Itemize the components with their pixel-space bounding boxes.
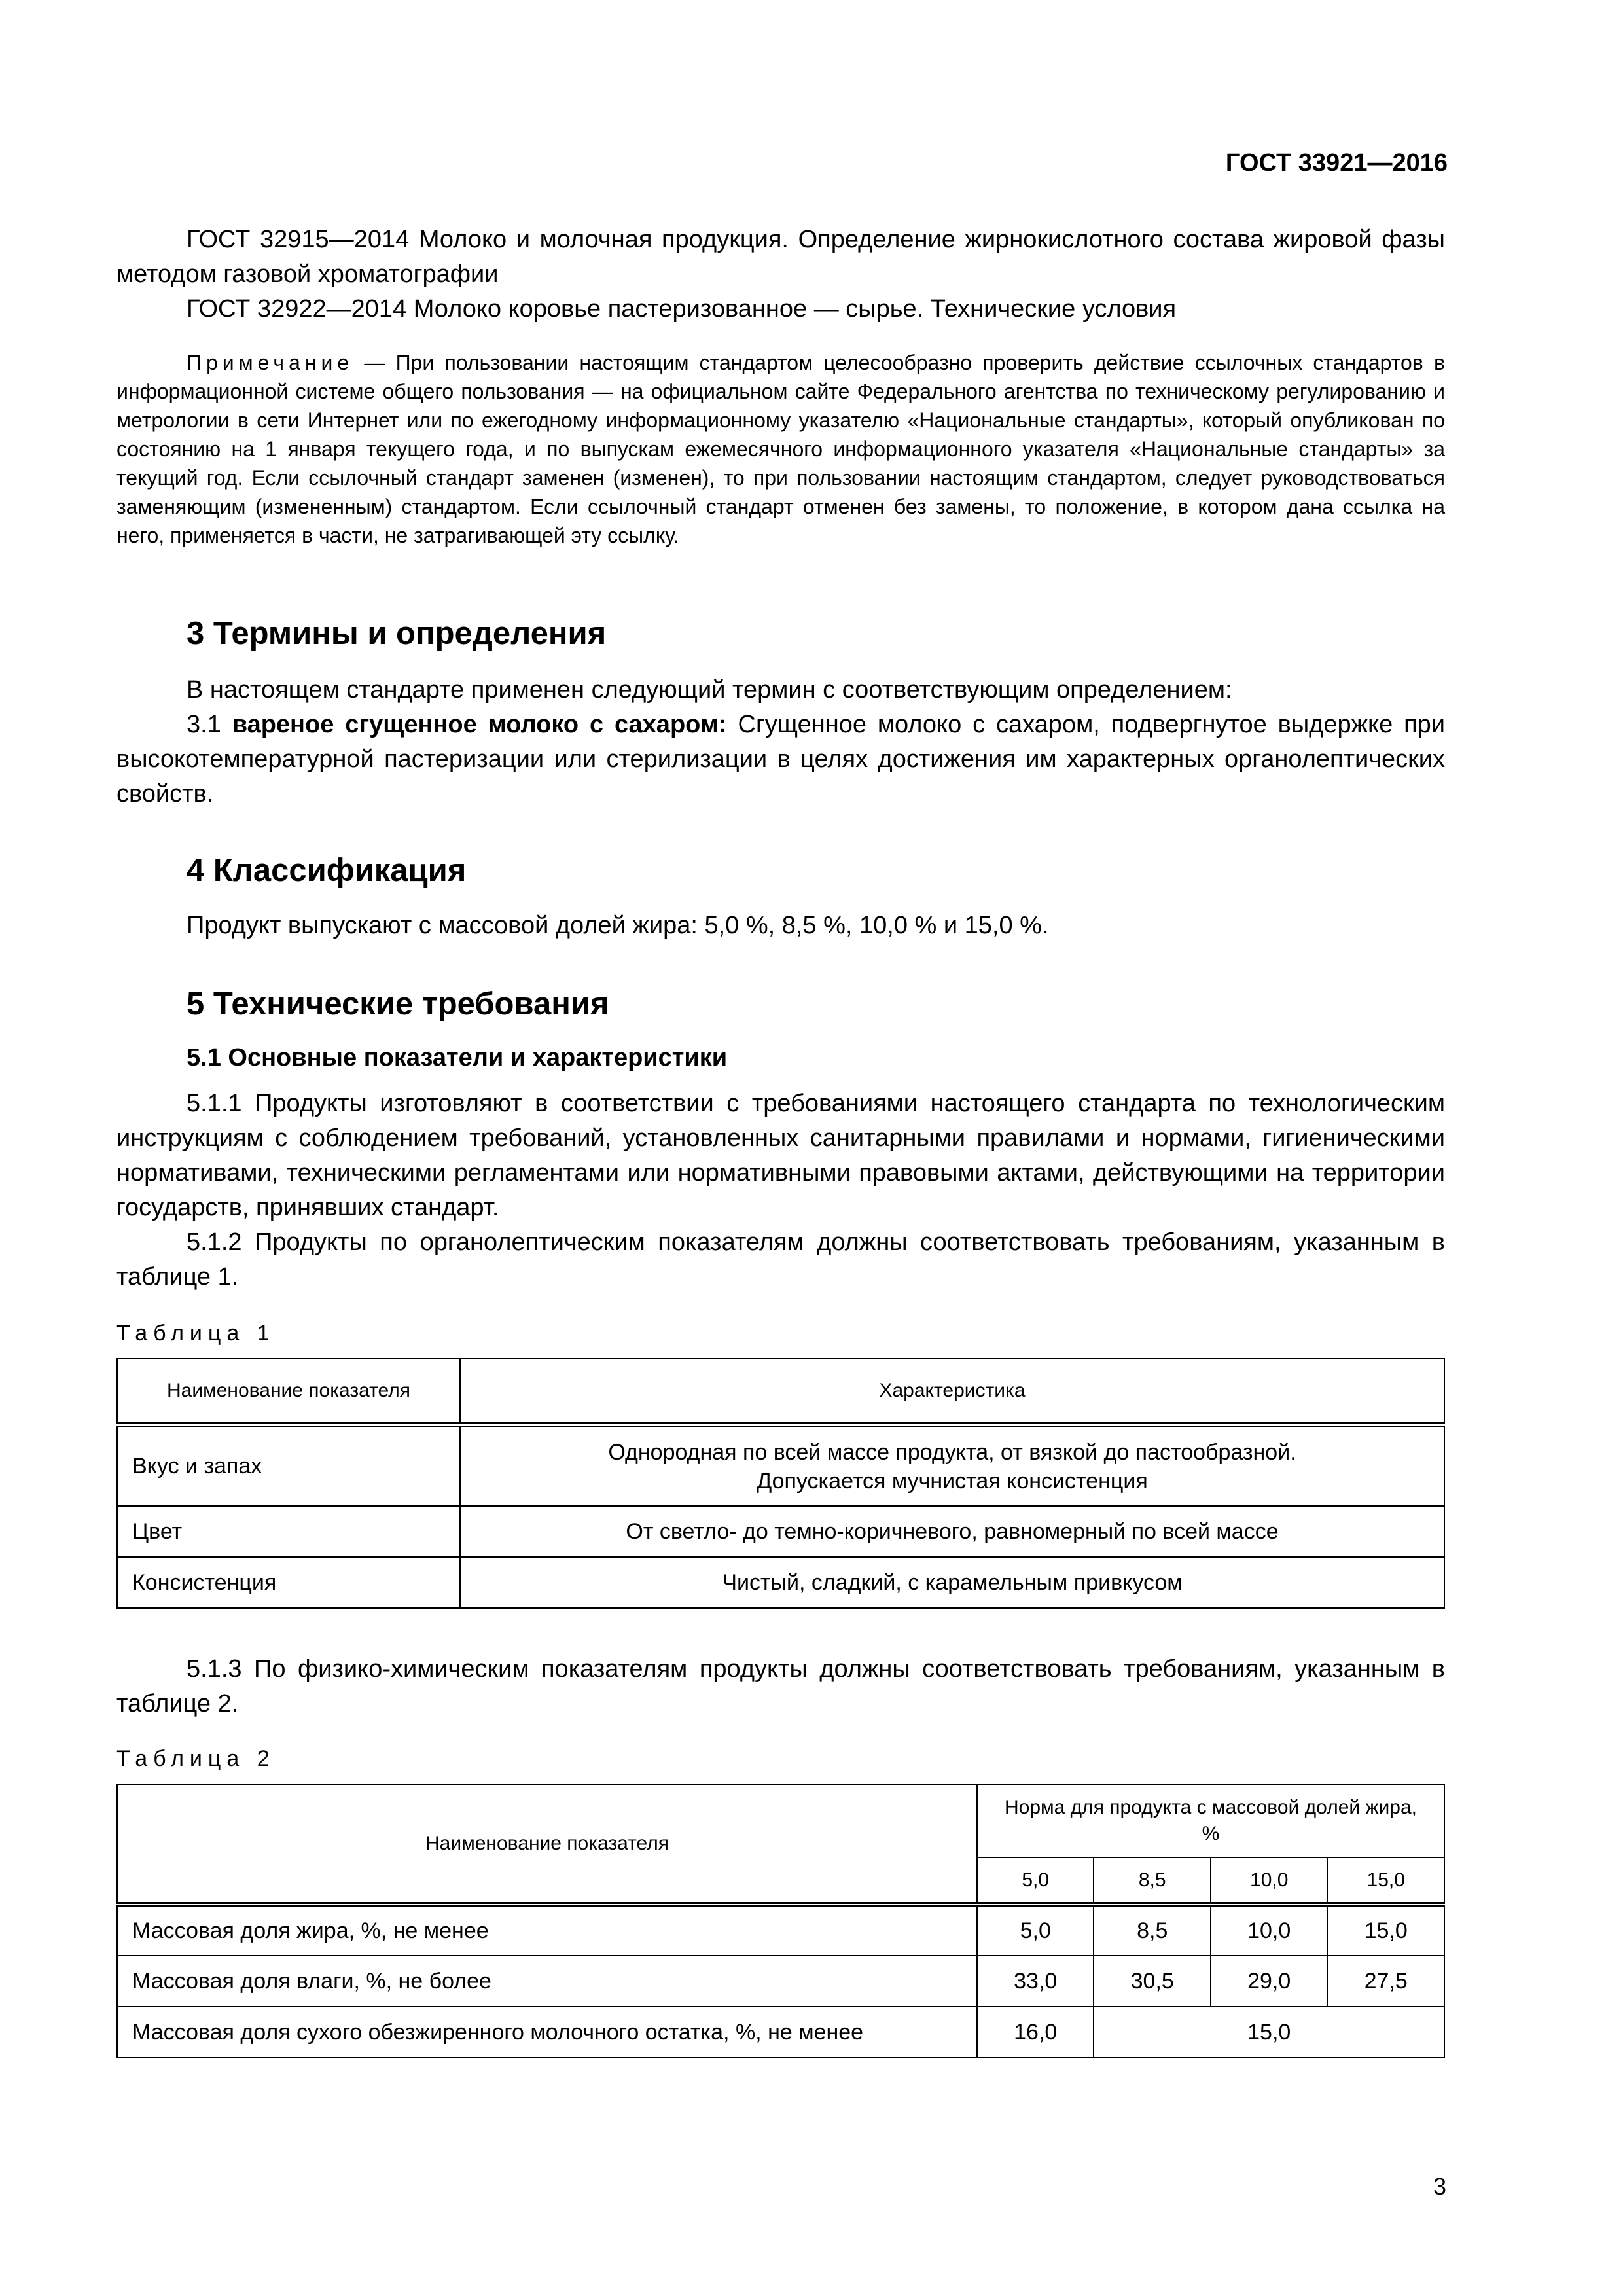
table-cell: 15,0 [1327, 1905, 1444, 1956]
table-cell: 5,0 [977, 1905, 1094, 1956]
table-1 [116, 1358, 1445, 1609]
table-row [117, 1425, 1444, 1506]
table-cell-line: Однородная по всей массе продукта, от вязкой до пастообразной. [608, 1439, 1296, 1465]
references-block [116, 223, 1445, 327]
table-cell: 10,0 [1211, 1905, 1327, 1956]
table-header-cell: Наименование показателя [117, 1359, 460, 1425]
table-header-cell: Наименование показателя [117, 1784, 977, 1905]
table-row [117, 1506, 1444, 1557]
section-3-title: 3 Термины и определения [187, 616, 607, 651]
term-name: вареное сгущенное молоко с сахаром: [232, 711, 727, 738]
paragraph-5-1-1: 5.1.1 Продукты изготовляют в соответствии с требованиями настоящего стандарта по технологическим инструкциям с соблюдением требований, установленных санитарными правилами и нормами, гигиеническими нормативами, техническими регламентами или нормативными правовыми актами, действующими на территории государств, принявших стандарт. [116, 1090, 1445, 1221]
table-row [117, 1557, 1444, 1608]
section-5-title: 5 Технические требования [187, 986, 609, 1022]
table-header-cell: 8,5 [1094, 1857, 1210, 1905]
table-cell: Чистый, сладкий, с карамельным привкусом [460, 1557, 1444, 1608]
table-cell-line: Допускается мучнистая консистенция [757, 1468, 1148, 1494]
page-number: 3 [1433, 2173, 1446, 2200]
table-cell: От светло- до темно-коричневого, равномерный по всей массе [460, 1506, 1444, 1557]
section-5 [116, 984, 1445, 1295]
paragraph-5-1-3: 5.1.3 По физико-химическим показателям продукты должны соответствовать требованиям, указанным в таблице 2. [116, 1655, 1445, 1717]
table-cell: 8,5 [1094, 1905, 1210, 1956]
note-label: Примечание [187, 351, 354, 374]
table-header-cell: Норма для продукта с массовой долей жира, % [977, 1784, 1444, 1857]
table-cell: 15,0 [1094, 2007, 1444, 2058]
table-cell: 33,0 [977, 1956, 1094, 2007]
note-text: — При пользовании настоящим стандартом целесообразно проверить действие ссылочных стандартов в информационной системе общего пользования — на официальном сайте Федерального агентства по техническому регулированию и метрологии в сети Интернет или по ежегодному информационному указателю «Национальные стандарты», который опубликован по состоянию на 1 января текущего года, и по выпускам ежемесячного информационного указателя «Национальные стандарты» за текущий год. Если ссылочный стандарт заменен (изменен), то при пользовании настоящим стандартом, следует руководствоваться заменяющим (измененным) стандартом. Если ссылочный стандарт отменен без замены, то положение, в котором дана ссылка на него, применяется в части, не затрагивающей эту ссылку. [116, 351, 1445, 547]
table-row [117, 1956, 1444, 2007]
section-4-title: 4 Классификация [187, 853, 467, 888]
subsection-5-1-title: 5.1 Основные показатели и характеристики [187, 1044, 728, 1071]
table-cell: 30,5 [1094, 1956, 1210, 2007]
section-3 [116, 614, 1445, 812]
document-id-header: ГОСТ 33921—2016 [1225, 149, 1448, 177]
table-cell: 29,0 [1211, 1956, 1327, 2007]
table-header-row [117, 1359, 1444, 1425]
table-cell: Массовая доля сухого обезжиренного молочного остатка, %, не менее [117, 2007, 977, 2058]
reference-item: ГОСТ 32915—2014 Молоко и молочная продукция. Определение жирнокислотного состава жировой фазы методом газовой хроматографии [116, 226, 1445, 288]
term-number: 3.1 [187, 711, 232, 738]
table-2-block [116, 1746, 1445, 2058]
table-header-cell: 10,0 [1211, 1857, 1327, 1905]
table-2 [116, 1784, 1445, 2058]
section-3-intro: В настоящем стандарте применен следующий термин с соответствующим определением: [187, 676, 1232, 704]
table-1-block [116, 1321, 1445, 1609]
table-cell: Массовая доля влаги, %, не более [117, 1956, 977, 2007]
table-header-cell: 5,0 [977, 1857, 1094, 1905]
note-block [116, 348, 1445, 550]
reference-item: ГОСТ 32922—2014 Молоко коровье пастеризованное — сырье. Технические условия [187, 295, 1177, 323]
table-header-row [117, 1784, 1444, 1857]
table-row [117, 1905, 1444, 1956]
table-header-cell: 15,0 [1327, 1857, 1444, 1905]
term-text: Сгущенное молоко с сахаром, подвергнутое выдержке при высокотемпературной пастеризации или стерилизации в целях достижения им характерных органолептических свойств. [116, 711, 1446, 808]
term-definition [116, 708, 1445, 812]
table-cell: Вкус и запах [117, 1425, 460, 1506]
table-cell: 16,0 [977, 2007, 1094, 2058]
table-cell [460, 1425, 1444, 1506]
section-4-text: Продукт выпускают с массовой долей жира: 5,0 %, 8,5 %, 10,0 % и 15,0 %. [187, 912, 1049, 939]
paragraph-5-1-2: 5.1.2 Продукты по органолептическим показателям должны соответствовать требованиям, указанным в таблице 1. [116, 1229, 1445, 1291]
section-4 [116, 851, 1445, 943]
table-cell: Цвет [117, 1506, 460, 1557]
table-cell: 27,5 [1327, 1956, 1444, 2007]
table-2-caption: Таблица 2 [116, 1746, 276, 1771]
table-header-cell: Характеристика [460, 1359, 1444, 1425]
table-cell: Массовая доля жира, %, не менее [117, 1905, 977, 1956]
table-1-caption: Таблица 1 [116, 1321, 276, 1346]
paragraph-5-1-3-block [116, 1652, 1445, 1721]
table-cell: Консистенция [117, 1557, 460, 1608]
note-paragraph [116, 348, 1445, 550]
table-row [117, 2007, 1444, 2058]
